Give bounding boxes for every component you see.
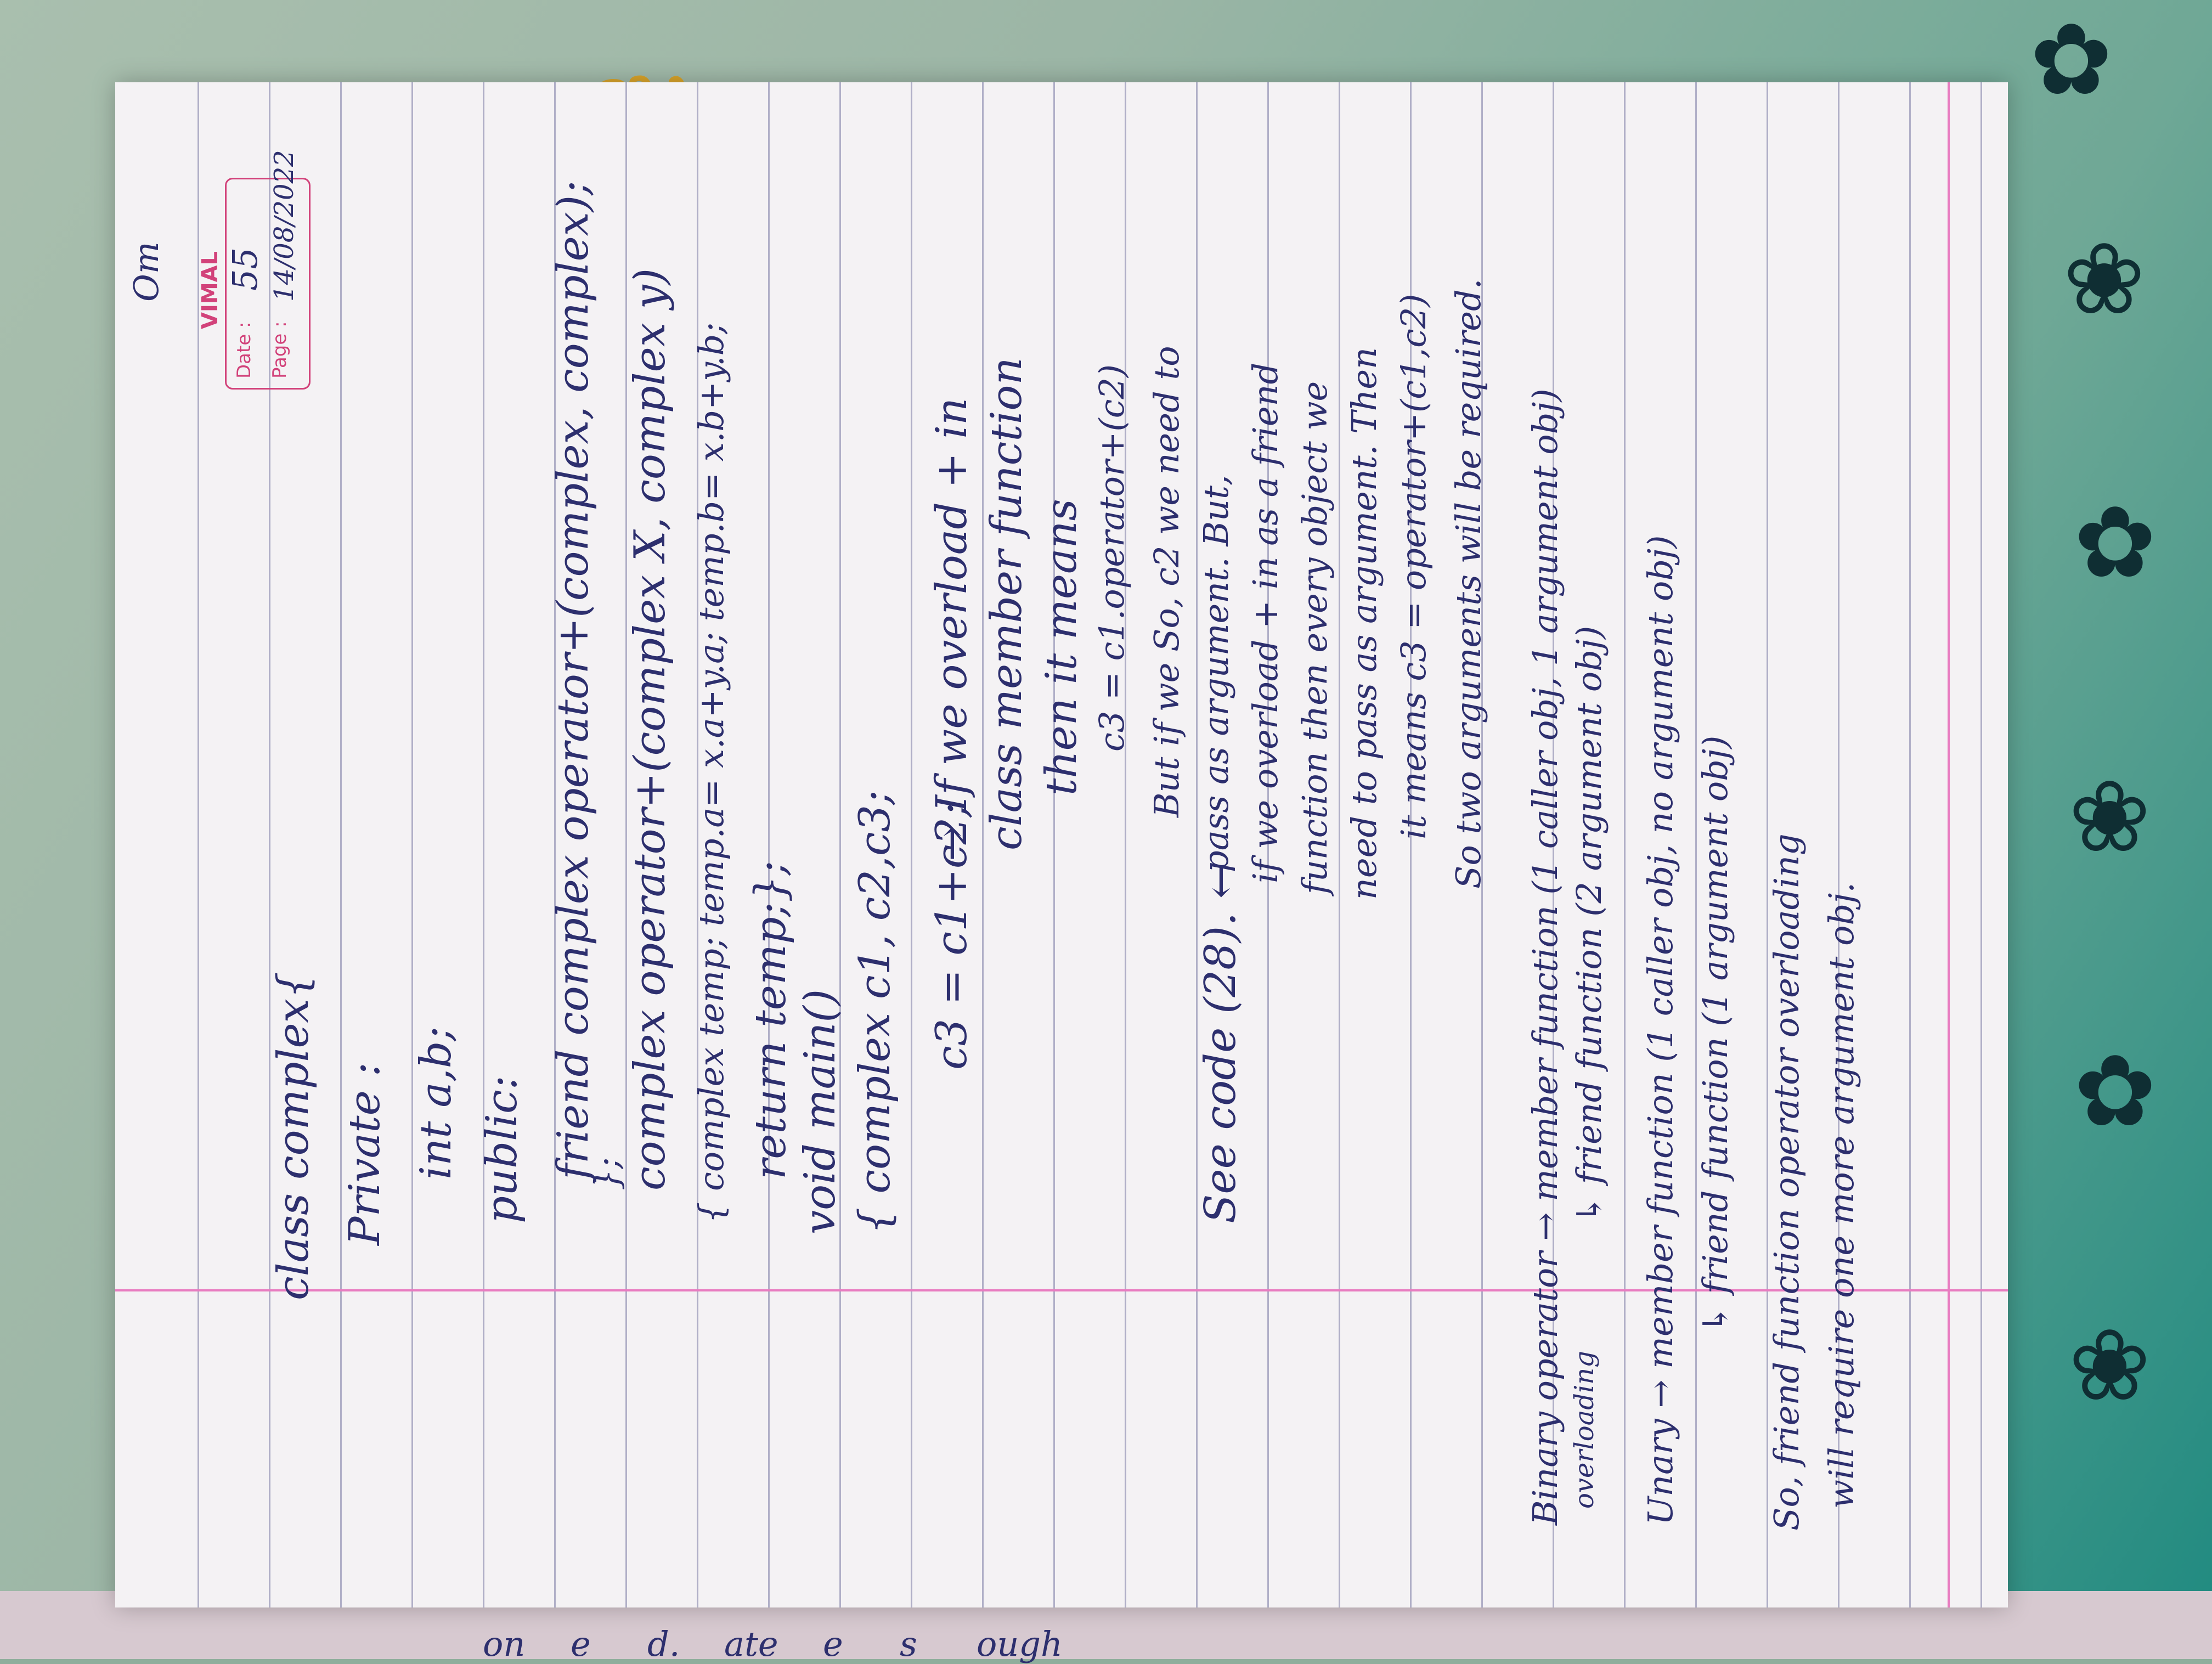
see-code-note: See code (28). ←: [1196, 862, 1245, 1223]
summary-line: ↳ friend function (1 argument obj): [1695, 735, 1735, 1333]
fragment-text: on: [483, 1624, 526, 1664]
fragment-text: ate: [724, 1624, 778, 1664]
code-line: complex operator+(complex X, complex y): [625, 268, 675, 1191]
note-line: if we overload + in as a friend: [1245, 362, 1285, 883]
note-line: then it means: [1037, 499, 1086, 796]
code-line: int a,b;: [411, 1026, 461, 1180]
fragment-text: e: [571, 1624, 591, 1664]
note-line: c3 = c1.operator+(c2): [1092, 364, 1132, 752]
summary-line: ↳ friend function (2 argument obj): [1569, 625, 1609, 1223]
date-label: Date :: [233, 321, 255, 379]
note-line: function then every object we: [1295, 381, 1335, 894]
date-value: 14/08/2022: [269, 150, 300, 302]
note-line: it means c3 = operator+(c1,c2): [1393, 294, 1434, 839]
code-line: void main(): [795, 989, 845, 1234]
previous-page-fragments: [483, 1624, 1141, 1664]
note-line: need to pass as argument. Then: [1344, 347, 1384, 900]
code-line: };: [587, 1157, 627, 1191]
fragment-text: e: [823, 1624, 843, 1664]
pattern-motif-icon: ❀: [2068, 760, 2151, 875]
summary-line: So, friend function operator overloading: [1767, 833, 1807, 1531]
pattern-motif-icon: ❀: [2063, 222, 2146, 337]
pattern-motif-icon: ✿: [2074, 1034, 2157, 1149]
handwritten-notes: [115, 82, 2008, 1607]
code-line: Private :: [340, 1062, 390, 1245]
note-line: → If we overload + in: [927, 397, 977, 861]
code-line: { complex c1, c2,c3;: [850, 790, 900, 1234]
fragment-text: s: [900, 1624, 917, 1664]
code-line: c3 = c1+c2;: [927, 803, 977, 1070]
code-line: class complex{: [269, 971, 318, 1300]
summary-line: will require one more argument obj.: [1821, 882, 1861, 1509]
note-line: But if we So, c2 we need to: [1147, 346, 1187, 817]
notebook-page: [115, 82, 2008, 1607]
page-number: 55: [225, 247, 265, 291]
note-line: pass as argument. But,: [1196, 475, 1236, 872]
code-line: friend complex operator+(complex, complex);: [549, 180, 598, 1180]
summary-line: Binary operator → member function (1 caller obj, 1 argument obj): [1525, 388, 1565, 1525]
pattern-motif-icon: ✿: [2030, 3, 2113, 117]
note-line: class member function: [982, 357, 1031, 850]
summary-line: overloading: [1569, 1351, 1600, 1509]
fragment-text: ough: [977, 1624, 1063, 1664]
fragment-text: d.: [647, 1624, 680, 1664]
brand-label: VIMAL: [198, 251, 223, 329]
code-line: return temp;};: [746, 861, 795, 1180]
pattern-motif-icon: ❀: [2068, 1308, 2151, 1423]
pattern-motif-icon: ✿: [2074, 486, 2157, 600]
summary-line: Unary → member function (1 caller obj, no argument obj): [1640, 535, 1680, 1525]
code-line: { complex temp; temp.a= x.a+y.a; temp.b= x.b+y.b;: [691, 322, 731, 1223]
page-label: Page :: [269, 321, 291, 379]
signature: Om: [126, 241, 166, 302]
code-line: public:: [477, 1075, 527, 1223]
note-line: So two arguments will be required.: [1448, 278, 1488, 889]
